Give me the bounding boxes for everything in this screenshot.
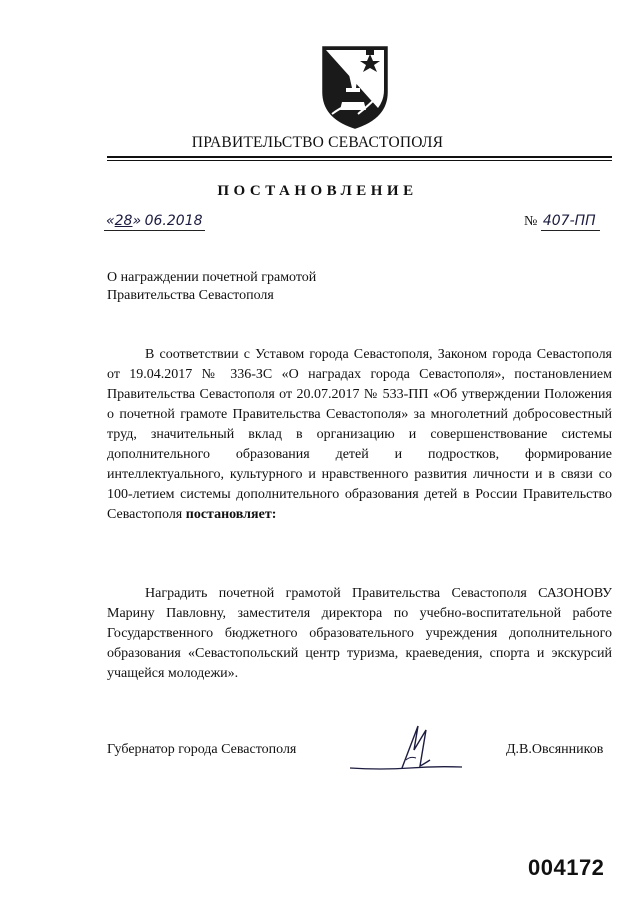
header-rule-thin (107, 160, 612, 161)
award-text: Наградить почетной грамотой Правительства Севастополя САЗОНОВУ Марину Павловну, заместителя директора по учебно-воспитательной работе Государственного бюджетного образовательного учреждения дополнительного образования «Севастопольский центр туризма, краеведения, спорта и экскурсий учащейся молодежи». (107, 586, 612, 681)
government-name: ПРАВИТЕЛЬСТВО СЕВАСТОПОЛЯ (191, 134, 444, 151)
header-rule-thick (107, 156, 612, 158)
date-close-quote: » (132, 213, 142, 229)
subject-line-2: Правительства Севастополя (107, 288, 274, 303)
decree-keyword-colon: : (271, 507, 277, 522)
document-date (104, 213, 205, 230)
signatory-role: Губернатор города Севастополя (107, 742, 297, 757)
form-serial-number: 004172 (528, 855, 605, 880)
award-paragraph (107, 584, 612, 684)
sevastopol-coat-of-arms-icon (320, 44, 390, 130)
number-sign: № (524, 214, 538, 229)
document-type-title: ПОСТАНОВЛЕНИЕ (217, 183, 418, 199)
handwritten-signature (340, 720, 470, 775)
number-value: 407-ПП (542, 213, 596, 229)
preamble-text: В соответствии с Уставом города Севастополя, Законом города Севастополя от 19.04.2017 № 336-ЗС «О наградах города Севастополя», постановлением Правительства Севастополя от 20.07.2017 № 533-ПП «Об утверждении Положения о почетной грамоте Правительства Севастополя» за многолетний добросовестный труд, значительный вклад в организацию и совершенствование системы дополнительного образования детей и подростков, формирование интеллектуального, культурного и нравственного развития личности и в связи со 100-летием системы дополнительного образования детей в России Правительство Севастополя (107, 347, 612, 522)
date-open-quote: « (106, 213, 115, 229)
signatory-name: Д.В.Овсянников (506, 742, 604, 757)
document-number-field (524, 213, 600, 230)
date-month-year: 06.2018 (144, 213, 203, 229)
decree-keyword: постановляет (185, 507, 272, 522)
document-subject (107, 269, 316, 305)
preamble-paragraph (107, 345, 612, 525)
subject-line-1: О награждении почетной грамотой (107, 270, 317, 285)
date-day: 28 (114, 213, 133, 229)
